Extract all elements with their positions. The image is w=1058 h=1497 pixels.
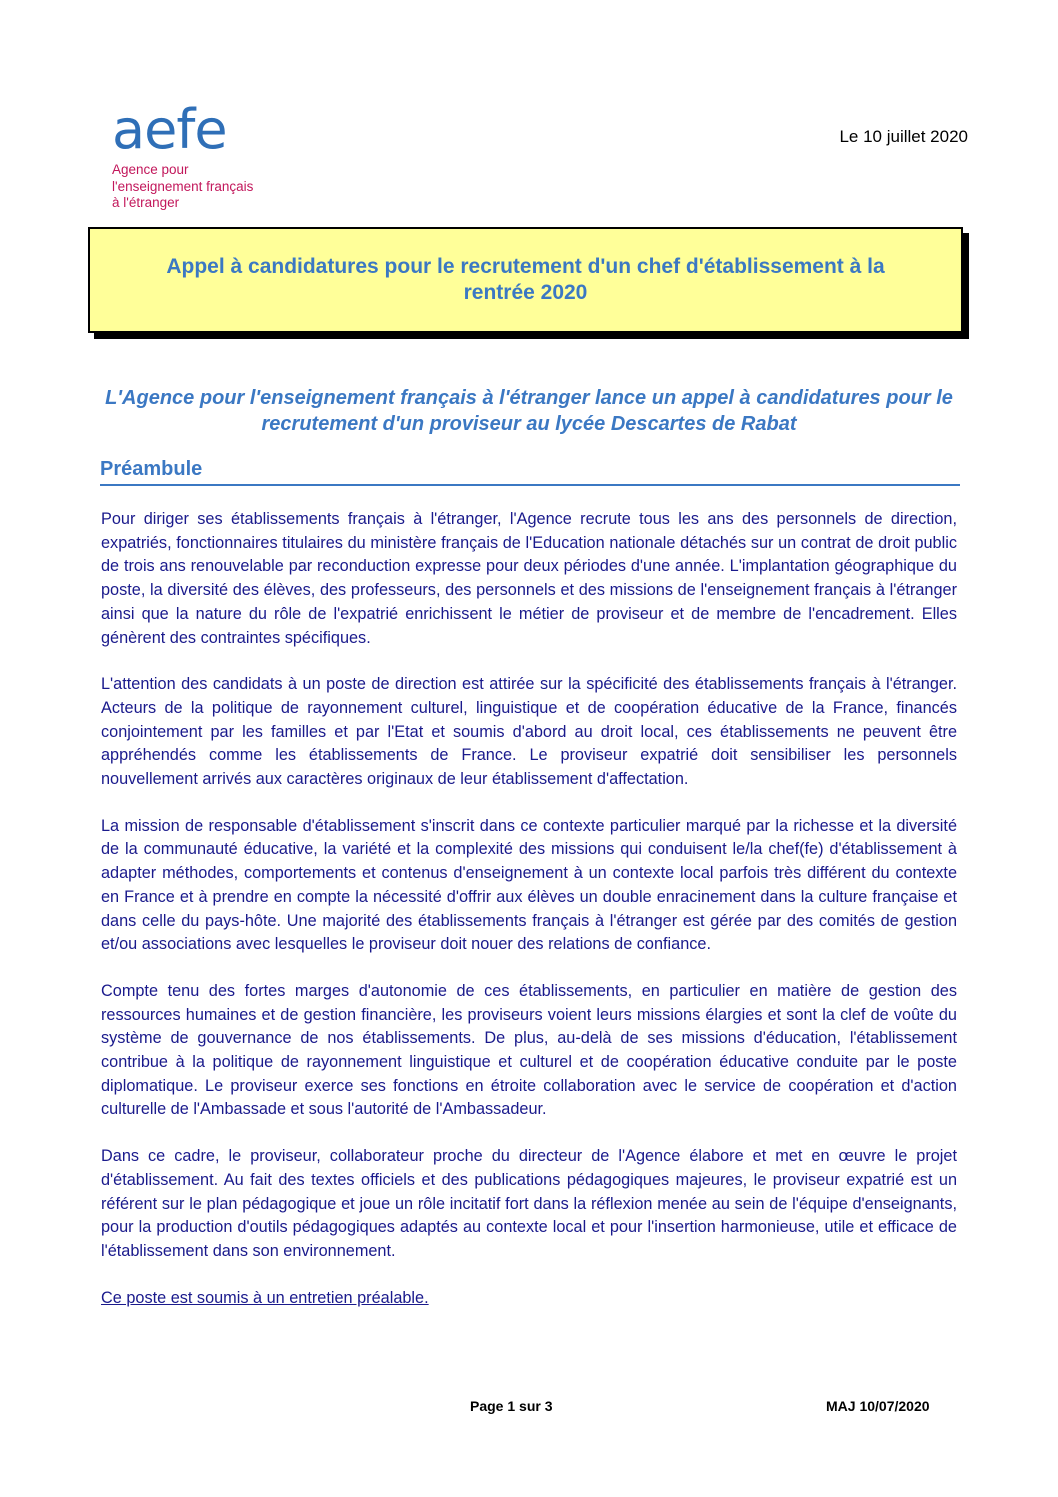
- body-paragraph: Compte tenu des fortes marges d'autonomie de ces établissements, en particulier en matière de gestion des ressources humaines et de gestion financière, les proviseurs voient leurs missions élargies et sont la clef de voûte du système de gouvernance de nos établissements. De plus, au-delà de ses missions d'éducation, l'établissement contribue à la politique de rayonnement linguistique et culturel et de coopération éducative conduite par le poste diplomatique. Le proviseur exerce ses fonctions en étroite collaboration avec le service de coopération et d'action culturelle de l'Ambassade et sous l'autorité de l'Ambassadeur.: [101, 981, 957, 1119]
- document-title: Appel à candidatures pour le recrutement d'un chef d'établissement à la rentrée 2020: [166, 255, 885, 304]
- logo-line: à l'étranger: [112, 195, 180, 210]
- update-date: MAJ 10/07/2020: [826, 1398, 930, 1414]
- logo-line: l'enseignement français: [112, 178, 254, 194]
- body-paragraph: Dans ce cadre, le proviseur, collaborateur proche du directeur de l'Agence élabore et met en œuvre le projet d'établissement. Au fait des textes officiels et des publications pédagogiques majeures, le proviseur expatrié est un référent sur le plan pédagogique et joue un rôle incitatif fort dans la réflexion menée au sein de l'équipe d'enseignants, pour la production d'outils pédagogiques adaptés au contexte local et pour l'insertion harmonieuse, utile et efficace de l'établissement dans son environnement.: [101, 1147, 957, 1260]
- document-date: Le 10 juillet 2020: [839, 127, 968, 146]
- section-heading: Préambule: [100, 458, 960, 486]
- aefe-logo: [112, 98, 254, 212]
- logo-wordmark: aefe: [112, 98, 227, 161]
- body-paragraph: La mission de responsable d'établissement s'inscrit dans ce contexte particulier marqué par la richesse et la diversité de la communauté éducative, la variété et la complexité des missions qui conduisent le/la chef(fe) d'établissement à adapter méthodes, comportements et contenus d'enseignement à un contexte local parfois très différent du contexte en France et à prendre en compte la nécessité d'offrir aux élèves un double enracinement dans la culture française et dans celle du pays-hôte. Une majorité des établissements français à l'étranger est gérée par des comités de gestion et/ou associations avec lesquelles le proviseur doit nouer des relations de confiance.: [101, 816, 957, 954]
- interview-note: Ce poste est soumis à un entretien préalable.: [101, 1288, 429, 1307]
- body-paragraph: Pour diriger ses établissements français à l'étranger, l'Agence recrute tous les ans des personnels de direction, expatriés, fonctionnaires titulaires du ministère français de l'Education nationale détachés sur un contrat de droit public de trois ans renouvelable par reconduction expresse pour deux périodes d'une année. L'implantation géographique du poste, la diversité des élèves, des professeurs, des personnels et des missions de l'enseignement français à l'étranger ainsi que la nature du rôle de l'expatrié enrichissent le métier de proviseur et de membre de l'encadrement. Elles génèrent des contraintes spécifiques.: [101, 510, 957, 647]
- logo-line: Agence pour: [112, 162, 189, 177]
- title-box: [88, 227, 963, 333]
- document-body: [101, 508, 957, 1333]
- logo-subtitle: [112, 162, 253, 212]
- intro-statement: L'Agence pour l'enseignement français à l'étranger lance un appel à candidatures pour le recrutement d'un proviseur au lycée Descartes de Rabat: [105, 387, 953, 435]
- body-paragraph: L'attention des candidats à un poste de direction est attirée sur la spécificité des établissements français à l'étranger. Acteurs de la politique de rayonnement culturel, linguistique et de coopération éducative de la France, financés conjointement par les familles et par l'Etat et soumis d'abord au droit local, ces établissements ne peuvent être appréhendés comme les établissements de France. Le proviseur expatrié doit sensibiliser les personnels nouvellement arrivés aux caractères originaux de leur établissement d'affectation.: [101, 675, 957, 789]
- page-number: Page 1 sur 3: [470, 1398, 553, 1414]
